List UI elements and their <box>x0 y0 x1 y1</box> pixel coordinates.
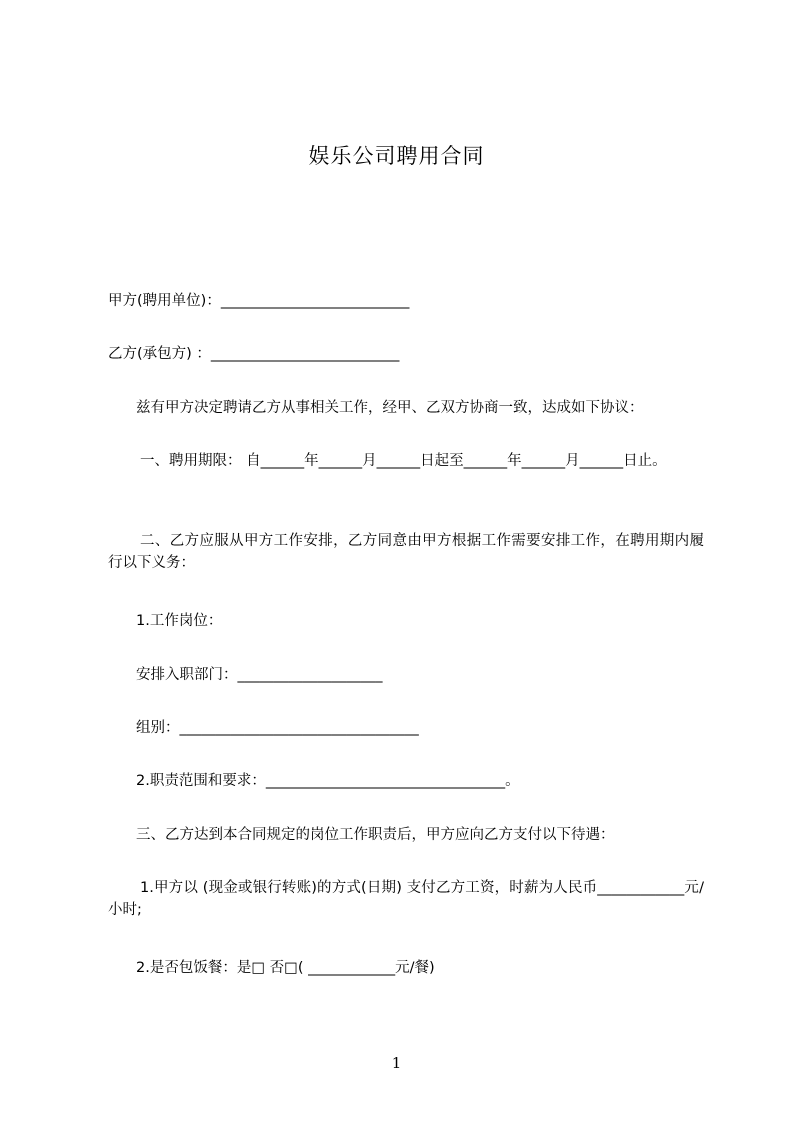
document-title: 娱乐公司聘用合同 <box>308 144 485 168</box>
clause-3-benefits: 三、乙方达到本合同规定的岗位工作职责后，甲方应向乙方支付以下待遇： <box>136 827 615 843</box>
intro-paragraph: 兹有甲方决定聘请乙方从事相关工作，经甲、乙双方协商一致，达成如下协议： <box>136 400 644 416</box>
item-2-responsibilities: 2.职责范围和要求：_________________________________。 <box>136 773 520 789</box>
clause-1-term: 一、聘用期限： 自______年______月______日起至______年______月______日止。 <box>140 453 667 469</box>
party-b-line: 乙方(承包方) ：__________________________ <box>108 346 400 362</box>
group-line: 组别：_________________________________ <box>136 720 419 736</box>
clause-2-duties: 二、乙方应服从甲方工作安排，乙方同意由甲方根据工作需要安排工作，在聘用期内履行以下义务： <box>108 533 704 571</box>
party-a-line: 甲方(聘用单位)：__________________________ <box>108 293 410 309</box>
page-number: 1 <box>391 1054 402 1072</box>
pay-paragraph: 1.甲方以 (现金或银行转账)的方式(日期) 支付乙方工资，时薪为人民币____________元/小时; <box>108 880 704 918</box>
meal-line: 2.是否包饭餐：是□ 否□( ____________元/餐) <box>136 960 435 976</box>
item-1-position: 1.工作岗位： <box>136 613 223 629</box>
department-line: 安排入职部门：____________________ <box>136 667 383 683</box>
